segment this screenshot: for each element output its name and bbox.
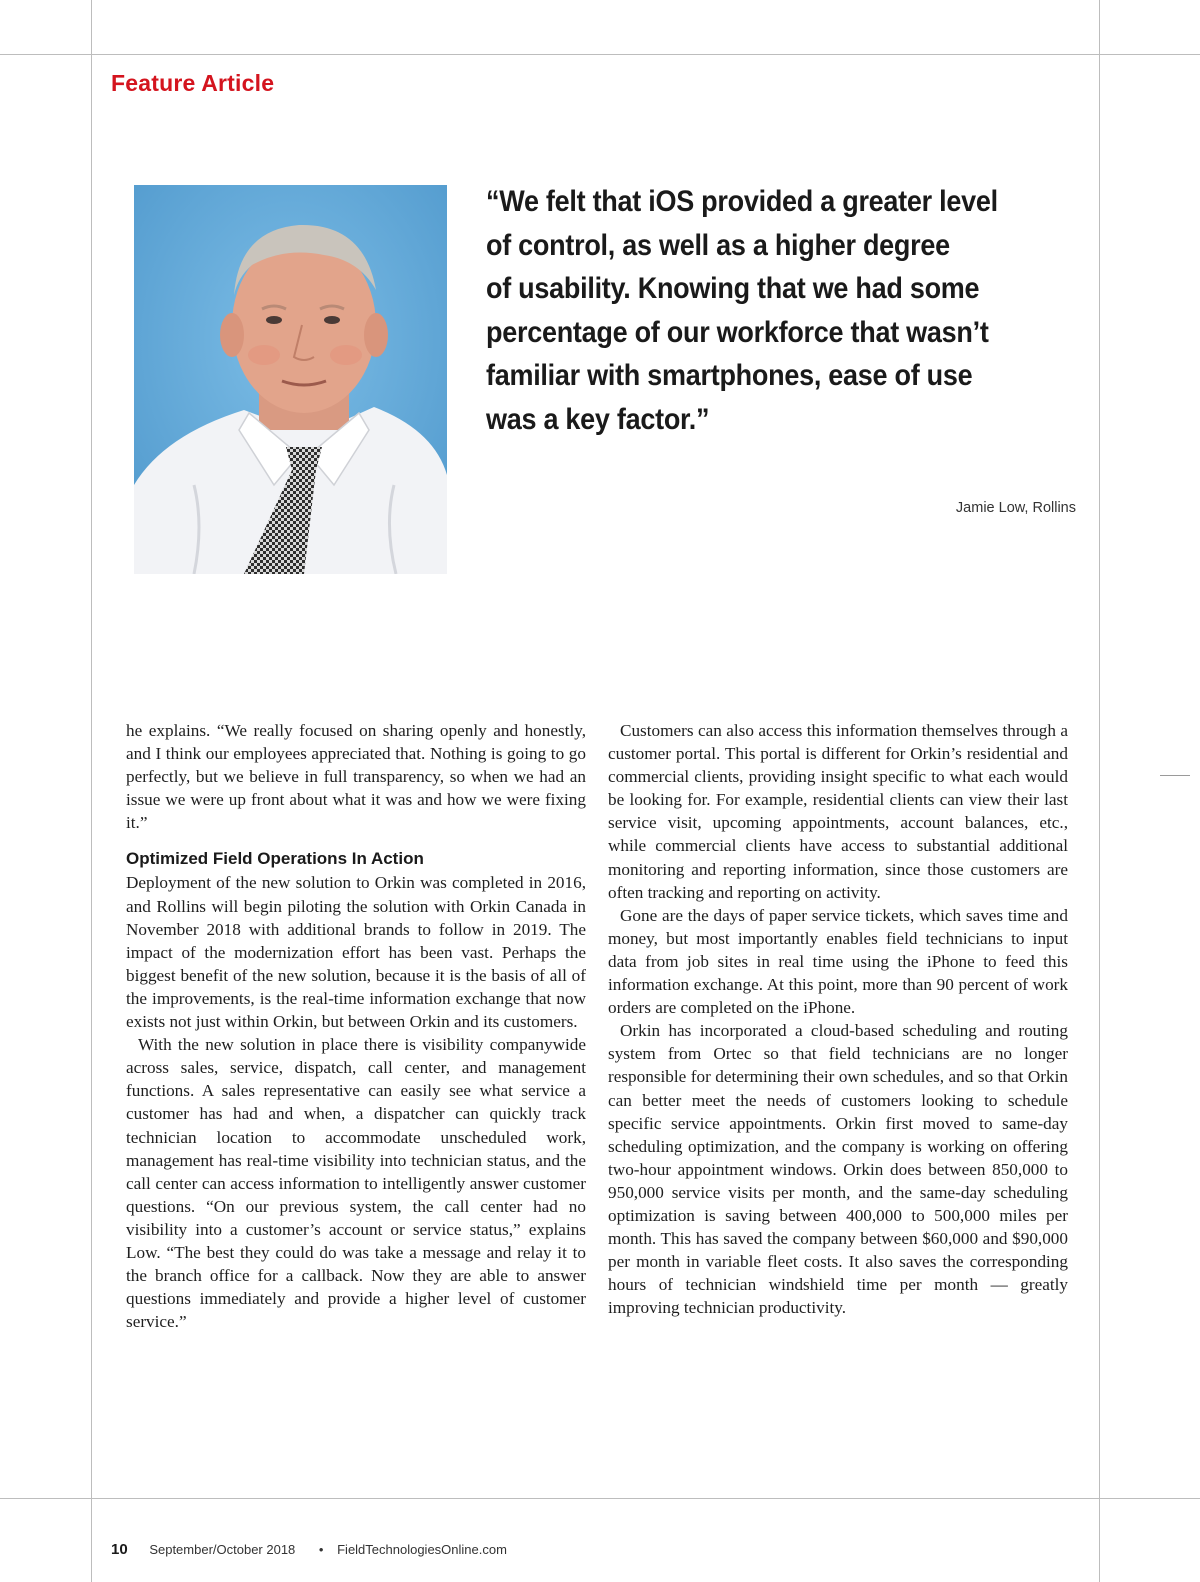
portrait-photo [134, 185, 447, 574]
website-link[interactable]: FieldTechnologiesOnline.com [337, 1542, 507, 1557]
quote-attribution: Jamie Low, Rollins [955, 500, 1076, 516]
section-subhead: Optimized Field Operations In Action [126, 849, 424, 869]
article-paragraph: Gone are the days of paper service tickets, which saves time and money, but most importantly enables field technicians to input data from job sites in real time using the iPhone to feed this information exchange. At this point, more than 90 percent of work orders are completed on the iPhone. [608, 905, 1068, 1018]
page-number: 10 [111, 1541, 128, 1558]
issue-date: September/October 2018 [149, 1542, 296, 1557]
article-paragraph: he explains. “We really focused on sharing openly and honestly, and I think our employees appreciated that. Nothing is going to go perfectly, but we believe in full transparency, so when we had an issue we were up front about what it was and how we were fixing it.” [126, 721, 586, 833]
pull-quote-line: of usability. Knowing that we had some [486, 272, 980, 305]
bullet-separator: • [318, 1542, 324, 1557]
crop-line-left [91, 0, 92, 1582]
article-column-left [126, 719, 586, 1333]
pull-quote-line: familiar with smartphones, ease of use [486, 359, 973, 392]
pull-quote [486, 180, 1017, 441]
pull-quote-line: of control, as well as a higher degree [486, 228, 950, 262]
article-paragraph: Orkin has incorporated a cloud-based scheduling and routing system from Ortec so that field technicians are no longer responsible for determining their own schedules, and so that Orkin can better meet the needs of customers looking to schedule specific service appointments. Orkin first moved to same-day scheduling optimization, and the company is working on offering two-hour appointment windows. Orkin does between 850,000 to 950,000 service visits per month, and the same-day scheduling optimization is saving between 400,000 to 500,000 miles per month. This has saved the company between $60,000 and $90,000 per month in variable fleet costs. It also saves the corresponding hours of technician windshield time per month — greatly improving technician productivity. [608, 1021, 1068, 1318]
crop-line-right [1099, 0, 1100, 1582]
pull-quote-line: “We felt that iOS provided a greater level [486, 185, 998, 218]
pull-quote-line: percentage of our workforce that wasn’t [486, 315, 989, 349]
article-column-right [608, 719, 1068, 1319]
article-paragraph: Customers can also access this information themselves through a customer portal. This portal is different for Orkin’s residential and commercial clients, providing insight specific to what each would be looking for. For example, residential clients can view their last service visit, upcoming appointments, account balances, etc., while commercial clients have access to substantial additional monitoring and reporting information, since those customers are often tracking and reporting on activity. [608, 721, 1068, 902]
pull-quote-line: was a key factor.” [486, 402, 710, 436]
gutter-tick-mark [1160, 775, 1190, 776]
article-paragraph: With the new solution in place there is visibility companywide across sales, service, dispatch, call center, and management functions. A sales representative can easily see what service a customer has had and when, a dispatcher can quickly track technician location to accommodate unscheduled work, management has real-time visibility into technician status, and the call center can access information to intelligently answer customer questions. “On our previous system, the call center had no visibility into a customer’s account or service status,” explains Low. “The best they could do was take a message and relay it to the branch office for a callback. Now they are able to answer questions immediately and provide a higher level of customer service.” [126, 1035, 586, 1332]
crop-line-top [0, 54, 1200, 55]
page-footer [111, 1541, 507, 1558]
section-label: Feature Article [111, 70, 275, 96]
crop-line-bottom [0, 1498, 1200, 1499]
article-paragraph: Deployment of the new solution to Orkin was completed in 2016, and Rollins will begin piloting the solution with Orkin Canada in November 2018 with additional brands to follow in 2019. The impact of the modernization effort has been vast. Perhaps the biggest benefit of the new solution, because it is the basis of all of the improvements, is the real-time information exchange that now exists not just within Orkin, but between Orkin and its customers. [126, 873, 586, 1032]
